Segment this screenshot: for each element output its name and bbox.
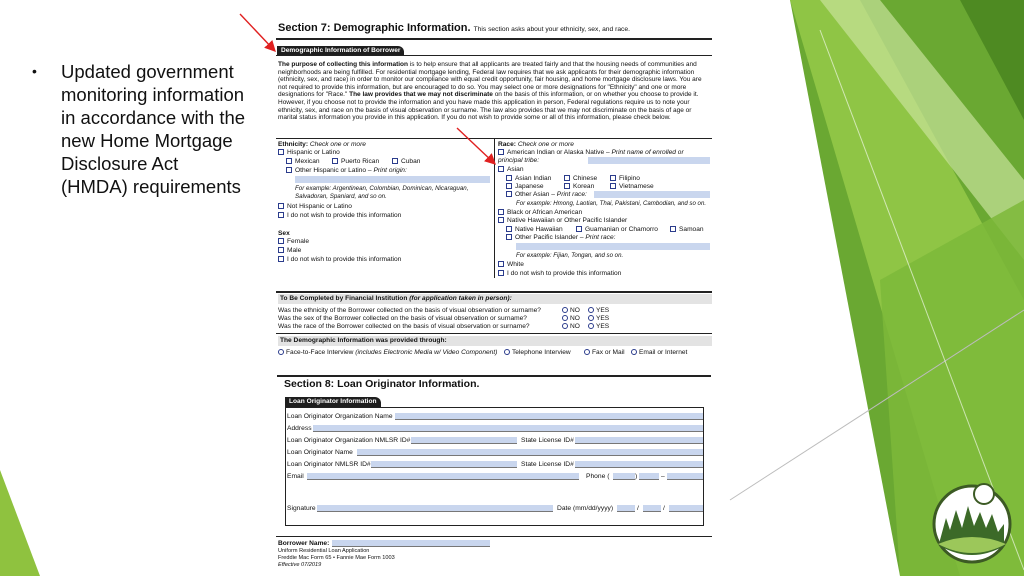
no-label: NO bbox=[570, 323, 580, 330]
section7-subtitle: This section asks about your ethnicity, sex, and race. bbox=[473, 26, 630, 33]
divider bbox=[276, 333, 712, 334]
lo-org-name-label: Loan Originator Organization Name bbox=[287, 413, 393, 420]
sex-decline-option[interactable] bbox=[278, 256, 401, 264]
checkbox[interactable] bbox=[392, 158, 398, 164]
prov-email-label: Email or Internet bbox=[639, 349, 688, 356]
checkbox[interactable] bbox=[498, 166, 504, 172]
race-guamanian-option[interactable] bbox=[576, 226, 658, 234]
checkbox[interactable] bbox=[564, 183, 570, 189]
eth-example: For example: Argentinean, Colombian, Dominican, Nicaraguan, Salvadoran, Spaniard, and so on. bbox=[295, 185, 469, 200]
fi-q3-no[interactable] bbox=[562, 323, 580, 331]
eth-not-option[interactable] bbox=[278, 203, 352, 211]
race-aian-hint: Print name of enrolled or principal tribe: bbox=[498, 149, 684, 165]
borrower-name-label: Borrower Name: bbox=[278, 540, 330, 547]
race-vietnamese-label: Vietnamese bbox=[619, 183, 654, 190]
lo-phone-prefix-input[interactable] bbox=[639, 473, 659, 480]
radio[interactable] bbox=[504, 349, 510, 355]
eth-mexican-label: Mexican bbox=[295, 158, 320, 165]
fi-q1-no[interactable] bbox=[562, 307, 580, 315]
race-other-asian-option[interactable] bbox=[506, 191, 587, 199]
radio[interactable] bbox=[588, 315, 594, 321]
checkbox[interactable] bbox=[278, 149, 284, 155]
lo-signature-label: Signature bbox=[287, 505, 316, 512]
bullet-point bbox=[32, 60, 247, 198]
eth-mexican-option[interactable] bbox=[286, 158, 320, 166]
lo-org-nmlsr-label: Loan Originator Organization NMLSR ID# bbox=[287, 437, 411, 444]
race-tribe-input[interactable] bbox=[588, 157, 710, 164]
ethnicity-label: Ethnicity: bbox=[278, 141, 309, 148]
form-page bbox=[276, 20, 712, 576]
race-samoan-option[interactable] bbox=[670, 226, 704, 234]
organization-logo bbox=[930, 480, 1014, 564]
race-asian-option[interactable] bbox=[498, 166, 524, 174]
checkbox[interactable] bbox=[576, 226, 582, 232]
eth-other-label: Other Hispanic or Latino – bbox=[295, 167, 372, 174]
lo-address-input[interactable] bbox=[313, 425, 703, 432]
race-korean-option[interactable] bbox=[564, 183, 594, 191]
race-samoan-label: Samoan bbox=[679, 226, 704, 233]
purpose-bold-2: The law provides that we may not discriminate bbox=[349, 91, 493, 99]
checkbox[interactable] bbox=[610, 183, 616, 189]
lo-address-label: Address bbox=[287, 425, 312, 432]
sex-male-option[interactable] bbox=[278, 247, 301, 255]
bullet-text: Updated government monitoring information in accordance with the new Home Mortgage Disclosure Act (HMDA) requirements bbox=[61, 61, 246, 197]
lo-date-label: Date (mm/dd/yyyy) bbox=[557, 505, 614, 512]
race-other-pi-hint: Print race: bbox=[585, 234, 616, 241]
checkbox[interactable] bbox=[278, 212, 284, 218]
divider bbox=[276, 38, 712, 40]
lo-phone-line-input[interactable] bbox=[667, 473, 703, 480]
checkbox[interactable] bbox=[506, 234, 512, 240]
radio[interactable] bbox=[588, 323, 594, 329]
checkbox[interactable] bbox=[498, 209, 504, 215]
eth-puerto-option[interactable] bbox=[332, 158, 379, 166]
green-corner-bottom-left bbox=[0, 470, 40, 576]
checkbox[interactable] bbox=[332, 158, 338, 164]
race-white-label: White bbox=[507, 261, 524, 268]
checkbox[interactable] bbox=[278, 238, 284, 244]
prov-face-hint: (includes Electronic Media w/ Video Component) bbox=[355, 349, 498, 356]
checkbox[interactable] bbox=[564, 175, 570, 181]
lo-phone-label: Phone ( bbox=[586, 473, 610, 480]
no-label: NO bbox=[570, 307, 580, 314]
lo-nmlsr-label: Loan Originator NMLSR ID# bbox=[287, 461, 371, 468]
fi-header-title: To Be Completed by Financial Institution bbox=[280, 295, 408, 302]
lo-state-license2-input[interactable] bbox=[575, 461, 703, 468]
sex-female-label: Female bbox=[287, 238, 309, 245]
race-asian-label: Asian bbox=[507, 166, 524, 173]
race-asian-indian-option[interactable] bbox=[506, 175, 551, 183]
race-label: Race: bbox=[498, 141, 516, 148]
lo-header: Loan Originator Information bbox=[285, 397, 381, 407]
checkbox[interactable] bbox=[498, 217, 504, 223]
prov-fax-label: Fax or Mail bbox=[592, 349, 625, 356]
race-vietnamese-option[interactable] bbox=[610, 183, 654, 191]
checkbox[interactable] bbox=[498, 261, 504, 267]
race-japanese-label: Japanese bbox=[515, 183, 544, 190]
eth-other-option[interactable] bbox=[286, 167, 407, 175]
race-filipino-label: Filipino bbox=[619, 175, 640, 182]
section8-title: Section 8: Loan Originator Information. bbox=[284, 378, 480, 390]
race-other-asian-hint: Print race: bbox=[556, 191, 587, 198]
eth-decline-label: I do not wish to provide this information bbox=[287, 212, 402, 219]
eth-cuban-option[interactable] bbox=[392, 158, 420, 166]
footer-form-numbers: Freddie Mac Form 65 • Fannie Mae Form 1003 bbox=[278, 555, 395, 561]
lo-org-nmlsr-input[interactable] bbox=[411, 437, 517, 444]
purpose-paragraph bbox=[278, 61, 710, 122]
yes-label: YES bbox=[596, 307, 610, 314]
eth-hispanic-option[interactable] bbox=[278, 149, 340, 157]
box-left-border bbox=[285, 407, 286, 525]
prov-fax-option[interactable] bbox=[584, 349, 625, 357]
bullet-dot: • bbox=[32, 63, 37, 79]
race-korean-label: Korean bbox=[573, 183, 595, 190]
lo-date-dd[interactable] bbox=[643, 505, 661, 512]
checkbox[interactable] bbox=[278, 247, 284, 253]
fi-question-2: Was the sex of the Borrower collected on the basis of visual observation or surname? bbox=[278, 315, 527, 322]
footer-form-name: Uniform Residential Loan Application bbox=[278, 548, 370, 554]
eth-not-label: Not Hispanic or Latino bbox=[287, 203, 352, 210]
radio[interactable] bbox=[631, 349, 637, 355]
checkbox[interactable] bbox=[506, 191, 512, 197]
lo-nmlsr-input[interactable] bbox=[371, 461, 517, 468]
race-filipino-option[interactable] bbox=[610, 175, 640, 183]
eth-other-hint: Print origin: bbox=[373, 167, 407, 174]
phone-dash: – bbox=[661, 473, 665, 480]
ethnicity-heading bbox=[278, 141, 366, 149]
eth-puerto-label: Puerto Rican bbox=[341, 158, 380, 165]
checkbox[interactable] bbox=[670, 226, 676, 232]
race-pi-example: For example: Fijian, Tongan, and so on. bbox=[516, 252, 624, 259]
race-asian-example: For example: Hmong, Laotian, Thai, Pakistani, Cambodian, and so on. bbox=[516, 200, 707, 207]
footer-effective: Effective 07/2019 bbox=[278, 562, 322, 568]
lo-signature-input[interactable] bbox=[317, 505, 553, 512]
fi-q2-no[interactable] bbox=[562, 315, 580, 323]
radio[interactable] bbox=[584, 349, 590, 355]
purpose-text-2: on the basis of this information, or on whether you choose to provide it. However, if you choose not to provide the information and you have made this application in person, Federal regulations require us to note your ethnicity, sex, and race on the basis of visual observation or surname. The law also provides that we may not discriminate on the basis of age or marital status information you provide in this application. If you do not wish to provide some or all of this information, please check below. bbox=[278, 91, 699, 122]
sex-label: Sex bbox=[278, 230, 290, 237]
purpose-text: is to help ensure that all applicants are treated fairly and that the housing needs of communities and neighborhoods are being fulfilled. For residential mortgage lending, Federal law requires that we ask applicants for their demographic information (ethnicity, sex, and race) in order to monitor our compliance with equal credit opportunity, fair housing, and home mortgage disclosure laws. You are not required to provide this information, but are encouraged to do so. You may select one or more designations for "Ethnicity" and one or more designations for "Race." bbox=[278, 61, 702, 99]
eth-origin-input[interactable] bbox=[295, 176, 490, 183]
column-divider bbox=[494, 138, 495, 278]
race-asian-indian-label: Asian Indian bbox=[515, 175, 552, 182]
checkbox[interactable] bbox=[506, 226, 512, 232]
date-slash: / bbox=[663, 505, 665, 512]
checkbox[interactable] bbox=[498, 149, 504, 155]
race-other-asian-input[interactable] bbox=[594, 191, 710, 198]
divider bbox=[285, 407, 703, 408]
radio[interactable] bbox=[562, 315, 568, 321]
lo-email-input[interactable] bbox=[307, 473, 579, 480]
yes-label: YES bbox=[596, 315, 610, 322]
checkbox[interactable] bbox=[610, 175, 616, 181]
radio[interactable] bbox=[588, 307, 594, 313]
race-japanese-option[interactable] bbox=[506, 183, 544, 191]
fi-header bbox=[278, 294, 712, 304]
section7-title: Section 7: Demographic Information. bbox=[278, 22, 471, 34]
borrower-name-input[interactable] bbox=[332, 540, 490, 547]
fi-q1-yes[interactable] bbox=[588, 307, 609, 315]
eth-cuban-label: Cuban bbox=[401, 158, 421, 165]
fi-question-3: Was the race of the Borrower collected on the basis of visual observation or surname? bbox=[278, 323, 530, 330]
checkbox[interactable] bbox=[286, 167, 292, 173]
divider bbox=[276, 536, 712, 537]
race-nhpi-option[interactable] bbox=[498, 217, 627, 225]
lo-name-input[interactable] bbox=[357, 449, 703, 456]
lo-date-mm[interactable] bbox=[617, 505, 635, 512]
race-decline-option[interactable] bbox=[498, 270, 621, 278]
checkbox[interactable] bbox=[506, 175, 512, 181]
section8-box bbox=[277, 375, 711, 543]
prov-phone-label: Telephone Interview bbox=[512, 349, 571, 356]
race-hint: Check one or more bbox=[517, 141, 574, 148]
provided-header-title: The Demographic Information was provided through: bbox=[280, 337, 447, 344]
prov-email-option[interactable] bbox=[631, 349, 687, 357]
race-aian-label: American Indian or Alaska Native – bbox=[507, 149, 610, 156]
lo-state-license2-label: State License ID# bbox=[521, 461, 574, 468]
lo-email-label: Email bbox=[287, 473, 304, 480]
race-white-option[interactable] bbox=[498, 261, 524, 269]
sex-female-option[interactable] bbox=[278, 238, 309, 246]
box-right-border bbox=[703, 407, 704, 525]
race-other-pi-input[interactable] bbox=[516, 243, 710, 250]
race-black-option[interactable] bbox=[498, 209, 582, 217]
lo-state-license-input[interactable] bbox=[575, 437, 703, 444]
no-label: NO bbox=[570, 315, 580, 322]
phone-paren: ) bbox=[635, 473, 638, 480]
radio[interactable] bbox=[278, 349, 284, 355]
lo-state-license-label: State License ID# bbox=[521, 437, 574, 444]
radio[interactable] bbox=[562, 307, 568, 313]
logo-sun bbox=[974, 484, 994, 504]
fi-header-hint: (for application taken in person): bbox=[409, 295, 512, 302]
race-chinese-option[interactable] bbox=[564, 175, 597, 183]
demo-info-header: Demographic Information of Borrower bbox=[277, 46, 404, 56]
provided-header bbox=[278, 336, 712, 346]
lo-org-name-input[interactable] bbox=[395, 413, 703, 420]
fi-q2-yes[interactable] bbox=[588, 315, 609, 323]
box-bottom-border bbox=[285, 525, 704, 526]
sex-male-label: Male bbox=[287, 247, 302, 254]
fi-q3-yes[interactable] bbox=[588, 323, 609, 331]
ethnicity-hint: Check one or more bbox=[309, 141, 366, 148]
lo-name-label: Loan Originator Name bbox=[287, 449, 353, 456]
checkbox[interactable] bbox=[278, 203, 284, 209]
checkbox[interactable] bbox=[286, 158, 292, 164]
race-black-label: Black or African American bbox=[507, 209, 583, 216]
fi-question-1: Was the ethnicity of the Borrower collected on the basis of visual observation or surname? bbox=[278, 307, 541, 314]
checkbox[interactable] bbox=[278, 256, 284, 262]
race-decline-label: I do not wish to provide this information bbox=[507, 270, 622, 277]
prov-face-option[interactable] bbox=[278, 349, 497, 357]
race-other-asian-label: Other Asian – bbox=[515, 191, 555, 198]
checkbox[interactable] bbox=[498, 270, 504, 276]
race-guamanian-label: Guamanian or Chamorro bbox=[585, 226, 658, 233]
prov-face-label: Face-to-Face Interview bbox=[286, 349, 354, 356]
race-native-hawaiian-option[interactable] bbox=[506, 226, 563, 234]
race-native-hawaiian-label: Native Hawaiian bbox=[515, 226, 563, 233]
eth-hispanic-label: Hispanic or Latino bbox=[287, 149, 340, 156]
divider bbox=[276, 291, 712, 293]
lo-date-yyyy[interactable] bbox=[669, 505, 703, 512]
race-other-pi-option[interactable] bbox=[506, 234, 615, 242]
yes-label: YES bbox=[596, 323, 610, 330]
race-heading bbox=[498, 141, 574, 149]
section7-heading bbox=[278, 24, 630, 34]
prov-phone-option[interactable] bbox=[504, 349, 571, 357]
eth-decline-option[interactable] bbox=[278, 212, 401, 220]
date-slash: / bbox=[637, 505, 639, 512]
checkbox[interactable] bbox=[506, 183, 512, 189]
sex-decline-label: I do not wish to provide this information bbox=[287, 256, 402, 263]
lo-phone-area-input[interactable] bbox=[613, 473, 638, 480]
radio[interactable] bbox=[562, 323, 568, 329]
purpose-bold: The purpose of collecting this information bbox=[278, 61, 409, 68]
race-chinese-label: Chinese bbox=[573, 175, 598, 182]
divider bbox=[276, 55, 712, 56]
race-nhpi-label: Native Hawaiian or Other Pacific Islander bbox=[507, 217, 628, 224]
race-other-pi-label: Other Pacific Islander – bbox=[515, 234, 584, 241]
